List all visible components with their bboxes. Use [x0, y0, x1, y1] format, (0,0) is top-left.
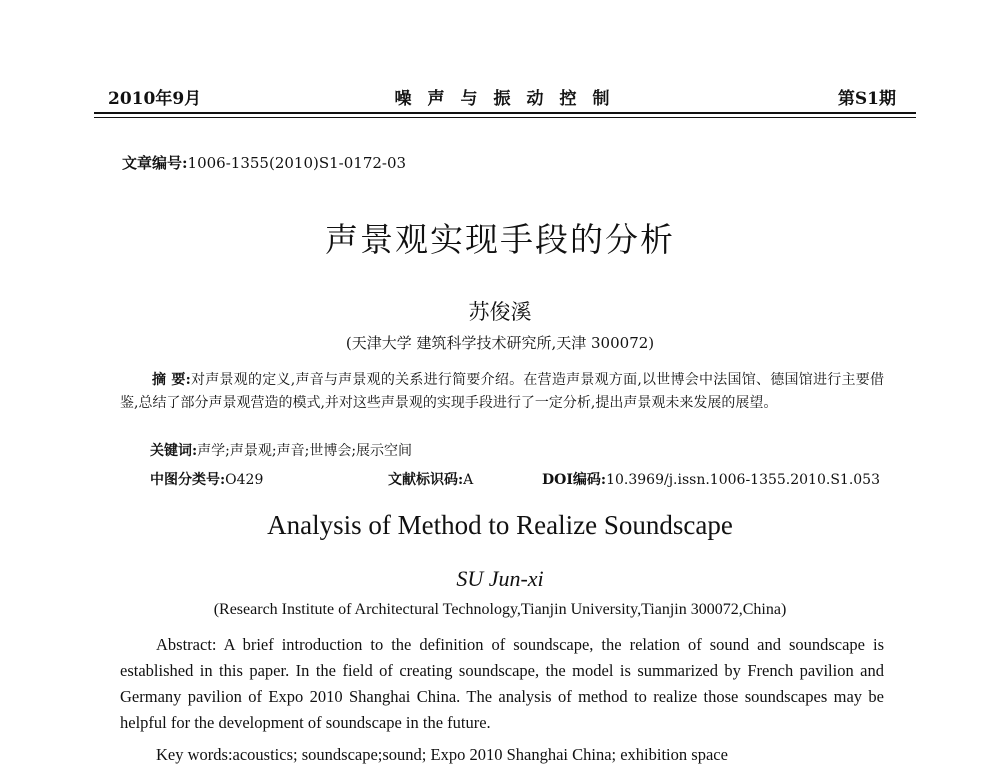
clc-value: O429	[225, 472, 264, 488]
document-code-label: 文献标识码:	[388, 472, 464, 488]
english-title: Analysis of Method to Realize Soundscape	[267, 510, 733, 540]
article-number-value: 1006-1355(2010)S1-0172-03	[187, 154, 407, 172]
document-code-value: A	[463, 472, 474, 488]
chinese-title: 声景观实现手段的分析	[325, 220, 675, 259]
chinese-affiliation: (天津大学 建筑科学技术研究所,天津 300072)	[345, 334, 655, 352]
article-number-label: 文章编号:	[122, 154, 188, 172]
header-journal-name: 噪声与振动控制	[394, 89, 626, 109]
chinese-keywords	[150, 440, 412, 460]
doi-value: 10.3969/j.issn.1006-1355.2010.S1.053	[606, 472, 880, 488]
english-keywords-text: acoustics; soundscape;sound; Expo 2010 Shanghai China; exhibition space	[232, 745, 728, 764]
chinese-keywords-text: 声学;声景观;声音;世博会;展示空间	[197, 443, 413, 459]
doi-label: DOI编码:	[542, 472, 607, 488]
english-affiliation: (Research Institute of Architectural Technology,Tianjin University,Tianjin 300072,China)	[213, 601, 787, 618]
chinese-author: 苏俊溪	[468, 300, 532, 324]
classification-row	[150, 469, 880, 491]
chinese-abstract-label: 摘 要:	[152, 372, 191, 388]
english-author: SU Jun-xi	[456, 566, 544, 591]
english-abstract	[120, 632, 884, 736]
header-date: 2010年9月	[108, 89, 202, 109]
header-rule-thick	[94, 112, 916, 114]
article-number	[122, 152, 406, 173]
english-abstract-text: A brief introduction to the definition of soundscape, the relation of sound and soundscape is established in this paper. In the field of creating soundscape, the model is summarized by French pavilion and Germany pavilion of Expo 2010 Shanghai China. The analysis of method to realize those soundscapes may be helpful for the development of soundscape in the future.	[120, 635, 885, 732]
english-keywords-label: Key words:	[156, 745, 233, 764]
clc-number	[150, 469, 263, 489]
header-issue: 第S1期	[837, 89, 896, 109]
clc-label: 中图分类号:	[150, 472, 226, 488]
doi	[542, 469, 880, 489]
header-rule-thin	[94, 117, 916, 118]
chinese-keywords-label: 关键词:	[150, 443, 198, 459]
chinese-abstract	[120, 369, 884, 415]
document-code	[388, 469, 473, 489]
english-abstract-label: Abstract:	[156, 635, 217, 654]
english-keywords	[156, 742, 728, 768]
chinese-abstract-text: 对声景观的定义,声音与声景观的关系进行简要介绍。在营造声景观方面,以世博会中法国馆、德国馆进行主要借鉴,总结了部分声景观营造的模式,并对这些声景观的实现手段进行了一定分析,提出声景观未来发展的展望。	[120, 372, 884, 411]
running-head	[108, 84, 896, 110]
